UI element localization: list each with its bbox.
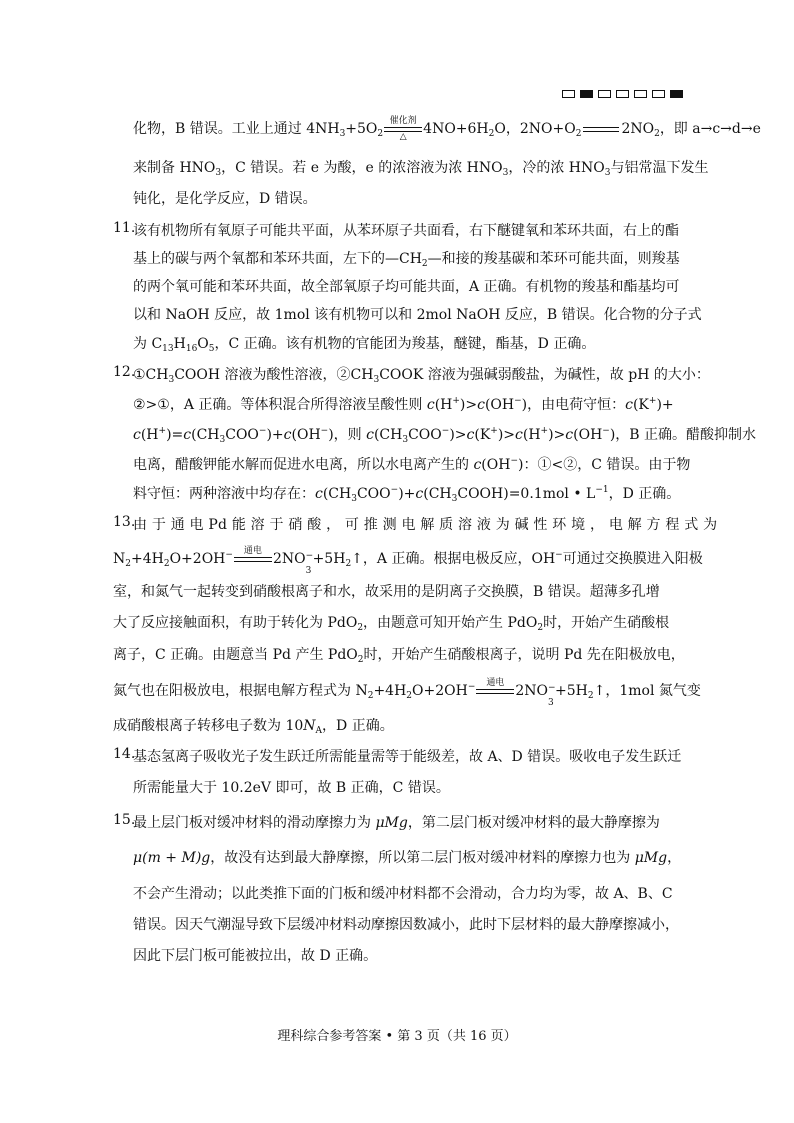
p12-line-5: 料守恒：两种溶液中均存在：$c(CH_3COO^-)+c(CH_3COOH)=0.1mol$ • $L^{-1}$，D 正确。 <box>133 485 681 504</box>
p10-line-1: 化物，B 错误。工业上通过 $4NH_3+5O_2$ 催化剂 △ $4NO+6H_2O$，$2NO+O_2$ $2NO_2$，即 a→c→d→e <box>133 116 761 142</box>
p11-line-5: 为 $C_{13}H_{16}O_5$，C 正确。该有机物的官能团为羧基，醚键，酯基，D 正确。 <box>133 336 596 354</box>
marker-box-filled <box>670 90 683 98</box>
p15-line-3: 不会产生滑动；以此类推下面的门板和缓冲材料都不会滑动，合力均为零，故 A、B、C <box>133 886 673 902</box>
item-number-11: 11. <box>113 220 136 236</box>
p14-line-1: 基态氢离子吸收光子发生跃迁所需能量需等于能级差，故 A、D 错误。吸收电子发生跃迁 <box>133 749 682 765</box>
p13-line-7: 成硝酸根离子转移电子数为 $10N_A$，D 正确。 <box>113 718 394 736</box>
equals-bar <box>583 127 619 132</box>
page-marker-boxes <box>562 90 683 98</box>
p14-line-2: 所需能量大于 10.2eV 即可，故 B 正确，C 错误。 <box>133 780 450 796</box>
p11-line-1: 该有机物所有氧原子可能共平面，从苯环原子共面看，右下醚键氧和苯环共面，右上的酯 <box>133 223 679 239</box>
marker-box-filled <box>580 90 593 98</box>
page-footer: 理科综合参考答案 • 第 3 页（共 16 页） <box>277 1029 517 1044</box>
marker-box <box>616 90 629 98</box>
item-number-15: 15. <box>113 812 136 828</box>
marker-box <box>562 90 575 98</box>
reaction-condition: 通电 <box>476 678 514 704</box>
p12-line-4: 电离，醋酸钾能水解而促进水电离，所以水电离产生的 c(OH−)：①<②，C 错误。由于物 <box>133 456 691 473</box>
p11-line-3: 的两个氧可能和苯环共面，故全部氧原子均可能共面，A 正确。有机物的羧基和酯基均可 <box>133 279 680 295</box>
p11-line-4: 以和 NaOH 反应，故 1mol 该有机物可以和 2mol NaOH 反应，B 错误。化合物的分子式 <box>133 307 702 323</box>
reaction-condition: 催化剂 △ <box>384 116 422 142</box>
p13-line-6: 氮气也在阳极放电，根据电解方程式为 $N_2+4H_2O+2OH^-$ 通电 2NO − 3 $+5H_2↑$，1mol 氮气变 <box>113 678 701 708</box>
p13-line-3: 室，和氮气一起转变到硝酸根离子和水，故采用的是阴离子交换膜，B 错误。超薄多孔增 <box>113 584 660 600</box>
p15-line-2: μ(m + M)g，故没有达到最大静摩擦，所以第二层门板对缓冲材料的摩擦力也为 μMg， <box>133 850 682 866</box>
p13-line-5: 离子，C 正确。由题意当 Pd 产生 PdO$_2$时，开始产生硝酸根离子，说明 Pd 先在阳极放电， <box>113 647 685 665</box>
p12-line-1: $①CH_3COOH$ 溶液为酸性溶液，$②CH_3COOK$ 溶液为强碱弱酸盐，为碱性，故 pH 的大小： <box>133 367 710 385</box>
reaction-condition: 通电 <box>234 546 272 572</box>
p15-line-5: 因此下层门板可能被拉出，故 D 正确。 <box>133 948 378 964</box>
p12-line-3: $c(H^+)=c(CH_3COO^-)+c(OH^-)$，则 $c(CH_3COO^-)>c(K^+)>c(H^+)>c(OH^-)$，B 正确。醋酸抑制水 <box>133 426 757 445</box>
p15-line-1: 最上层门板对缓冲材料的滑动摩擦力为 μMg，第二层门板对缓冲材料的最大静摩擦为 <box>133 815 660 831</box>
item-number-12: 12. <box>113 364 136 380</box>
marker-box <box>634 90 647 98</box>
marker-box <box>598 90 611 98</box>
p15-line-4: 错误。因天气潮湿导致下层缓冲材料动摩擦因数减小，此时下层材料的最大静摩擦减小， <box>133 917 679 933</box>
p13-line-2: $N_2+4H_2O+2OH^-$ 通电 2NO − 3 $+5H_2↑$，A 正确。根据电极反应，OH−可通过交换膜进入阳极 <box>113 546 703 576</box>
marker-box <box>652 90 665 98</box>
item-number-13: 13. <box>113 514 136 530</box>
p12-line-2: ②>①，A 正确。等体积混合所得溶液呈酸性则 c(H+)>c(OH−)，由电荷守恒：c(K+)+ <box>133 396 674 413</box>
item-number-14: 14. <box>113 746 136 762</box>
p10-line-3: 钝化，是化学反应，D 错误。 <box>133 191 317 207</box>
p11-line-2: 基上的碳与两个氧都和苯环共面，左下的$—CH_2—$和接的羧基碳和苯环可能共面，则羧基 <box>133 251 680 269</box>
p13-line-4: 大了反应接触面积，有助于转化为 PdO$_2$，由题意可知开始产生 PdO$_2$时，开始产生硝酸根 <box>113 615 670 633</box>
p10-line-2: 来制备 $HNO_3$，C 错误。若 e 为酸，e 的浓溶液为浓 $HNO_3$，冷的浓 $HNO_3$与铝常温下发生 <box>133 160 709 178</box>
p13-line-1: 由 于 通 电 Pd 能 溶 于 硝 酸 ， 可 推 测 电 解 质 溶 液 为 碱 性 环 境 ， 电 解 方 程 式 为 <box>133 517 718 533</box>
